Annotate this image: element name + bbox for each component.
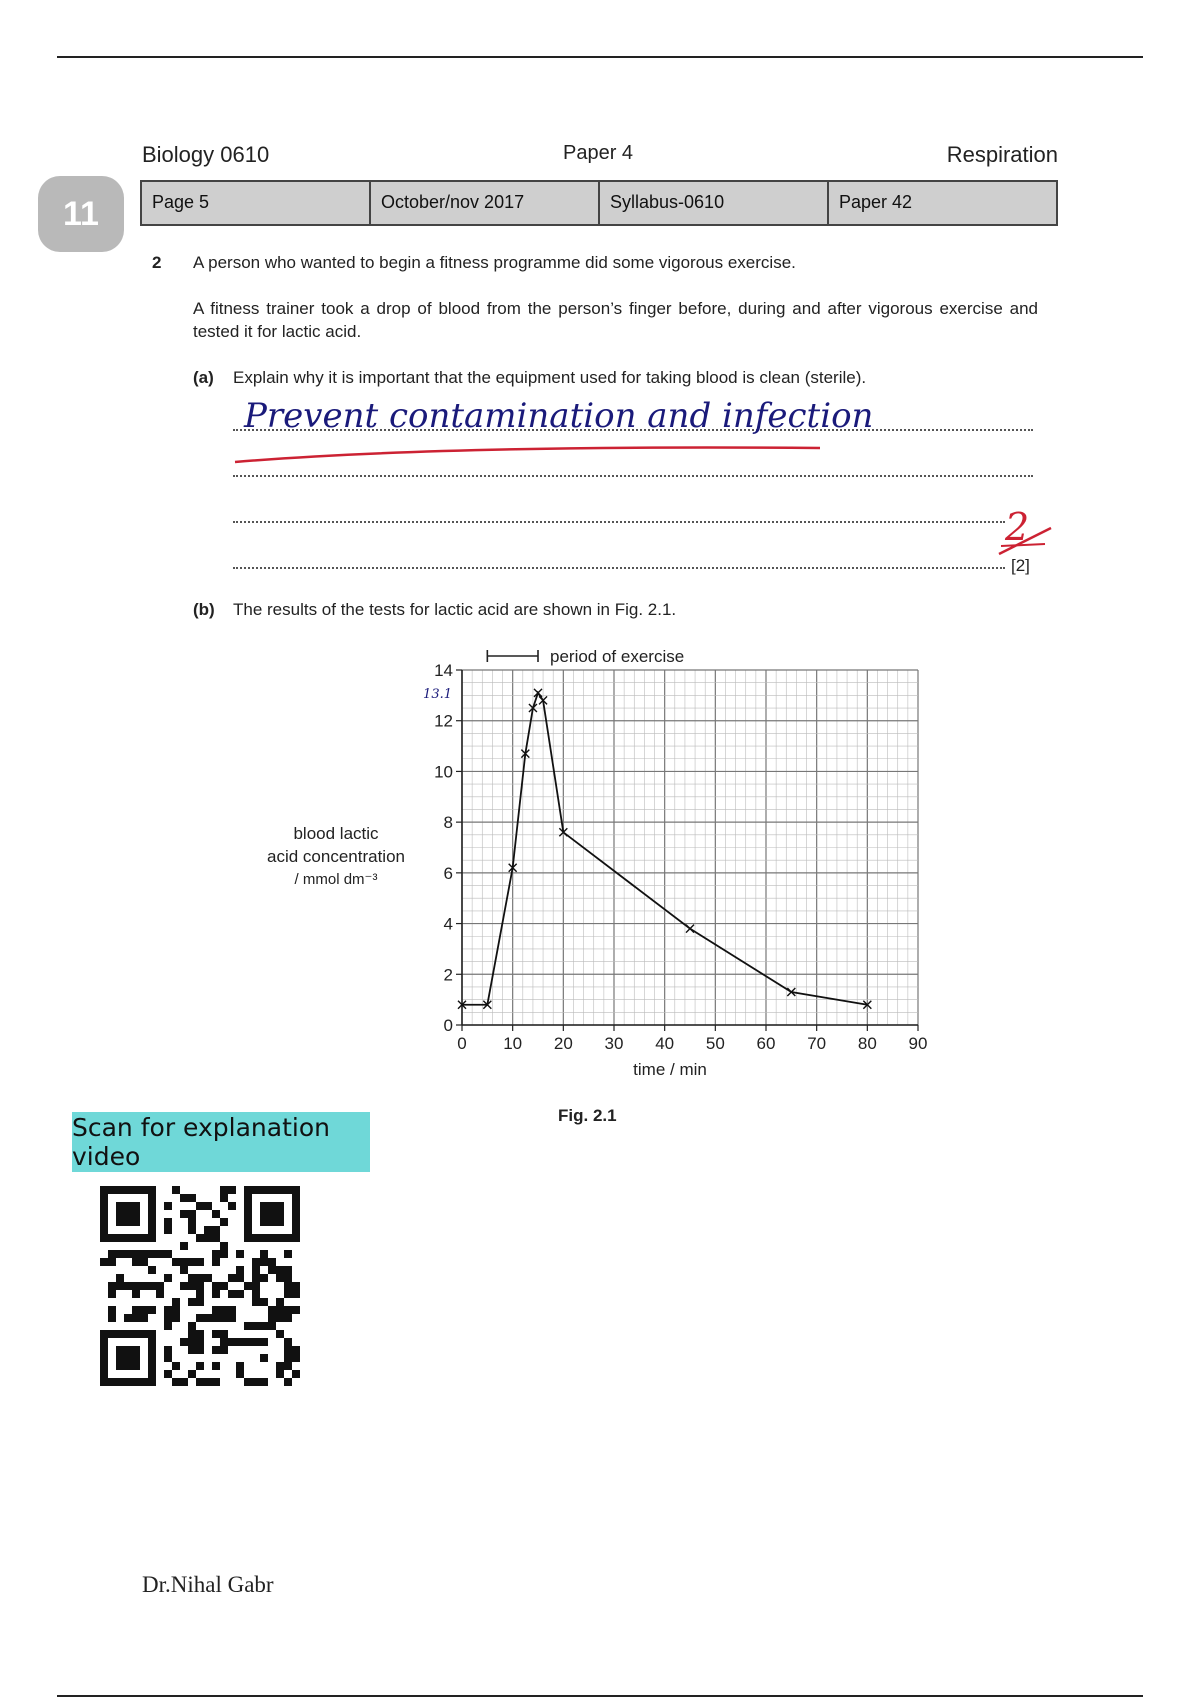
marks-indicator: [2] — [1011, 556, 1030, 575]
qr-module — [140, 1282, 148, 1290]
qr-module — [132, 1290, 140, 1298]
qr-module — [268, 1306, 276, 1314]
qr-module — [164, 1250, 172, 1258]
qr-module — [220, 1250, 228, 1258]
qr-module — [220, 1338, 228, 1346]
qr-module — [204, 1202, 212, 1210]
qr-module — [164, 1322, 172, 1330]
qr-module — [180, 1242, 188, 1250]
qr-module — [228, 1314, 236, 1322]
qr-module — [188, 1226, 196, 1234]
qr-module — [292, 1370, 300, 1378]
qr-module — [196, 1298, 204, 1306]
qr-module — [260, 1354, 268, 1362]
qr-module — [204, 1234, 212, 1242]
qr-module — [196, 1338, 204, 1346]
qr-module — [172, 1258, 180, 1266]
qr-module — [164, 1314, 172, 1322]
qr-module — [252, 1274, 260, 1282]
qr-module — [132, 1258, 140, 1266]
qr-module — [260, 1338, 268, 1346]
qr-module — [268, 1322, 276, 1330]
qr-module — [116, 1274, 124, 1282]
qr-module — [156, 1282, 164, 1290]
qr-module — [244, 1338, 252, 1346]
qr-module — [284, 1266, 292, 1274]
qr-module — [180, 1266, 188, 1274]
qr-module — [212, 1234, 220, 1242]
qr-module — [156, 1290, 164, 1298]
qr-module — [132, 1306, 140, 1314]
qr-module — [148, 1266, 156, 1274]
part-a-label: (a) — [193, 368, 214, 387]
qr-module — [220, 1218, 228, 1226]
qr-module — [132, 1282, 140, 1290]
qr-module — [188, 1322, 196, 1330]
qr-module — [292, 1282, 300, 1290]
qr-module — [284, 1282, 292, 1290]
qr-module — [236, 1370, 244, 1378]
qr-module — [252, 1282, 260, 1290]
qr-module — [196, 1258, 204, 1266]
qr-module — [188, 1298, 196, 1306]
qr-code-icon[interactable] — [100, 1186, 304, 1390]
qr-module — [244, 1378, 252, 1386]
info-cell-session: October/nov 2017 — [371, 182, 600, 224]
qr-module — [108, 1250, 116, 1258]
qr-module — [140, 1314, 148, 1322]
qr-module — [196, 1234, 204, 1242]
qr-module — [212, 1378, 220, 1386]
qr-module — [148, 1306, 156, 1314]
qr-module — [196, 1282, 204, 1290]
y-tick-label: 14 — [434, 661, 453, 680]
qr-module — [284, 1306, 292, 1314]
qr-finder-inner — [116, 1202, 140, 1226]
qr-module — [228, 1338, 236, 1346]
qr-module — [260, 1250, 268, 1258]
figure-caption: Fig. 2.1 — [558, 1106, 617, 1125]
qr-module — [140, 1258, 148, 1266]
qr-module — [164, 1226, 172, 1234]
qr-module — [188, 1282, 196, 1290]
qr-module — [196, 1330, 204, 1338]
qr-module — [292, 1290, 300, 1298]
qr-module — [292, 1346, 300, 1354]
y-tick-label: 6 — [443, 863, 453, 883]
qr-module — [284, 1274, 292, 1282]
qr-module — [276, 1330, 284, 1338]
y-tick-label: 0 — [443, 1016, 453, 1035]
subject-title: Biology 0610 — [142, 142, 270, 167]
qr-module — [164, 1370, 172, 1378]
qr-module — [252, 1322, 260, 1330]
x-tick-label: 60 — [756, 1034, 776, 1053]
qr-module — [164, 1218, 172, 1226]
qr-module — [196, 1274, 204, 1282]
qr-module — [188, 1218, 196, 1226]
x-tick-label: 90 — [908, 1034, 928, 1053]
qr-module — [276, 1306, 284, 1314]
qr-module — [180, 1282, 188, 1290]
qr-module — [172, 1378, 180, 1386]
qr-module — [252, 1266, 260, 1274]
y-axis-label-line-1: blood lactic — [293, 824, 379, 843]
question-number: 2 — [152, 253, 162, 272]
qr-module — [188, 1274, 196, 1282]
author-name: Dr.Nihal Gabr — [142, 1572, 274, 1597]
qr-module — [212, 1330, 220, 1338]
qr-module — [260, 1322, 268, 1330]
qr-module — [284, 1250, 292, 1258]
qr-module — [204, 1274, 212, 1282]
lactic-acid-chart — [420, 640, 940, 1090]
x-tick-label: 70 — [807, 1034, 827, 1053]
qr-module — [220, 1282, 228, 1290]
qr-module — [284, 1378, 292, 1386]
qr-module — [284, 1362, 292, 1370]
qr-module — [124, 1314, 132, 1322]
qr-module — [172, 1186, 180, 1194]
handwritten-score: 2 — [1005, 505, 1030, 549]
scan-banner: Scan for explanation video — [72, 1112, 370, 1172]
qr-module — [252, 1338, 260, 1346]
top-rule — [57, 56, 1143, 58]
qr-module — [284, 1338, 292, 1346]
qr-module — [148, 1250, 156, 1258]
info-cell-page: Page 5 — [142, 182, 371, 224]
x-tick-label: 40 — [655, 1034, 675, 1053]
qr-module — [260, 1258, 268, 1266]
qr-module — [132, 1314, 140, 1322]
x-tick-label: 50 — [705, 1034, 725, 1053]
y-tick-label: 2 — [443, 965, 453, 985]
qr-module — [260, 1298, 268, 1306]
qr-module — [212, 1314, 220, 1322]
qr-module — [188, 1346, 196, 1354]
qr-module — [236, 1338, 244, 1346]
qr-module — [212, 1250, 220, 1258]
qr-module — [236, 1266, 244, 1274]
qr-module — [228, 1274, 236, 1282]
qr-module — [180, 1210, 188, 1218]
y-axis-label-line-3: / mmol dm⁻³ — [294, 871, 378, 888]
qr-module — [108, 1314, 116, 1322]
qr-module — [220, 1242, 228, 1250]
x-tick-label: 80 — [857, 1034, 877, 1053]
question-context: A fitness trainer took a drop of blood from the person’s finger before, during and after vigorous exercise and tested it for lactic acid. — [193, 299, 1038, 341]
qr-module — [196, 1314, 204, 1322]
qr-module — [220, 1314, 228, 1322]
qr-module — [260, 1378, 268, 1386]
qr-module — [116, 1282, 124, 1290]
data-point — [686, 925, 694, 933]
qr-module — [228, 1202, 236, 1210]
y-tick-label: 10 — [434, 762, 453, 782]
handwritten-answer: Prevent contamination and infection — [244, 396, 874, 436]
qr-module — [108, 1306, 116, 1314]
qr-module — [220, 1346, 228, 1354]
qr-module — [284, 1290, 292, 1298]
info-cell-syllabus: Syllabus-0610 — [600, 182, 829, 224]
qr-module — [252, 1298, 260, 1306]
topic-title: Respiration — [946, 142, 1058, 167]
qr-module — [124, 1282, 132, 1290]
qr-module — [220, 1330, 228, 1338]
qr-module — [172, 1314, 180, 1322]
qr-module — [188, 1370, 196, 1378]
qr-module — [284, 1354, 292, 1362]
qr-module — [284, 1314, 292, 1322]
qr-module — [140, 1250, 148, 1258]
qr-module — [244, 1282, 252, 1290]
qr-module — [260, 1274, 268, 1282]
page-number-badge: 11 — [38, 176, 124, 252]
qr-module — [188, 1210, 196, 1218]
qr-module — [164, 1354, 172, 1362]
qr-module — [164, 1274, 172, 1282]
exercise-period-label: period of exercise — [550, 647, 685, 666]
qr-module — [268, 1258, 276, 1266]
qr-module — [236, 1290, 244, 1298]
x-tick-label: 10 — [503, 1034, 523, 1053]
qr-module — [180, 1338, 188, 1346]
qr-module — [188, 1194, 196, 1202]
x-tick-label: 30 — [604, 1034, 624, 1053]
info-table — [140, 180, 1058, 226]
part-b-label: (b) — [193, 600, 215, 619]
qr-module — [252, 1290, 260, 1298]
x-axis-label: time / min — [633, 1060, 707, 1079]
qr-finder-inner — [260, 1202, 284, 1226]
qr-module — [164, 1202, 172, 1210]
qr-module — [188, 1338, 196, 1346]
y-tick-label: 8 — [443, 813, 453, 833]
part-b-text: The results of the tests for lactic acid are shown in Fig. 2.1. — [233, 600, 677, 619]
qr-module — [196, 1346, 204, 1354]
qr-module — [276, 1274, 284, 1282]
qr-module — [212, 1346, 220, 1354]
qr-module — [108, 1290, 116, 1298]
qr-module — [172, 1306, 180, 1314]
qr-module — [124, 1250, 132, 1258]
qr-module — [268, 1314, 276, 1322]
qr-module — [172, 1362, 180, 1370]
qr-module — [252, 1258, 260, 1266]
qr-module — [236, 1274, 244, 1282]
qr-module — [108, 1258, 116, 1266]
peak-annotation: 13.1 — [423, 686, 452, 702]
qr-module — [212, 1282, 220, 1290]
qr-module — [196, 1290, 204, 1298]
qr-module — [268, 1266, 276, 1274]
answer-line-3 — [233, 521, 1005, 523]
qr-module — [276, 1362, 284, 1370]
qr-module — [220, 1306, 228, 1314]
y-axis-label-line-2: acid concentration — [267, 847, 405, 866]
bottom-rule — [57, 1695, 1143, 1697]
x-tick-label: 0 — [457, 1034, 467, 1053]
qr-module — [276, 1314, 284, 1322]
y-tick-label: 12 — [434, 711, 453, 731]
qr-module — [236, 1250, 244, 1258]
qr-module — [100, 1258, 108, 1266]
qr-module — [292, 1306, 300, 1314]
qr-module — [188, 1258, 196, 1266]
qr-module — [172, 1298, 180, 1306]
x-tick-label: 20 — [553, 1034, 573, 1053]
qr-module — [204, 1226, 212, 1234]
qr-module — [164, 1346, 172, 1354]
qr-module — [212, 1290, 220, 1298]
qr-module — [220, 1194, 228, 1202]
qr-module — [108, 1282, 116, 1290]
qr-module — [212, 1226, 220, 1234]
qr-module — [164, 1306, 172, 1314]
qr-module — [204, 1378, 212, 1386]
qr-module — [252, 1378, 260, 1386]
qr-module — [140, 1306, 148, 1314]
y-axis-label — [248, 822, 424, 891]
qr-module — [276, 1266, 284, 1274]
qr-module — [188, 1330, 196, 1338]
qr-module — [228, 1306, 236, 1314]
part-a-text: Explain why it is important that the equipment used for taking blood is clean (sterile). — [233, 368, 867, 387]
qr-module — [212, 1210, 220, 1218]
qr-module — [204, 1314, 212, 1322]
qr-module — [156, 1250, 164, 1258]
qr-module — [116, 1250, 124, 1258]
qr-module — [292, 1354, 300, 1362]
qr-module — [228, 1186, 236, 1194]
red-underline — [230, 440, 830, 470]
qr-module — [228, 1290, 236, 1298]
answer-line-2 — [233, 475, 1033, 477]
qr-module — [236, 1362, 244, 1370]
qr-module — [148, 1282, 156, 1290]
qr-module — [220, 1186, 228, 1194]
question-intro: A person who wanted to begin a fitness programme did some vigorous exercise. — [193, 253, 796, 272]
qr-module — [276, 1298, 284, 1306]
qr-module — [212, 1258, 220, 1266]
qr-module — [180, 1258, 188, 1266]
qr-module — [244, 1322, 252, 1330]
qr-module — [212, 1362, 220, 1370]
qr-module — [196, 1202, 204, 1210]
paper-title: Paper 4 — [563, 142, 634, 164]
qr-module — [132, 1250, 140, 1258]
answer-line-4 — [233, 567, 1005, 569]
qr-finder-inner — [116, 1346, 140, 1370]
y-tick-label: 4 — [443, 914, 453, 934]
qr-module — [284, 1346, 292, 1354]
qr-module — [196, 1378, 204, 1386]
qr-module — [276, 1370, 284, 1378]
qr-module — [180, 1194, 188, 1202]
info-cell-paper: Paper 42 — [839, 192, 913, 212]
qr-module — [196, 1362, 204, 1370]
qr-module — [180, 1378, 188, 1386]
qr-module — [212, 1306, 220, 1314]
